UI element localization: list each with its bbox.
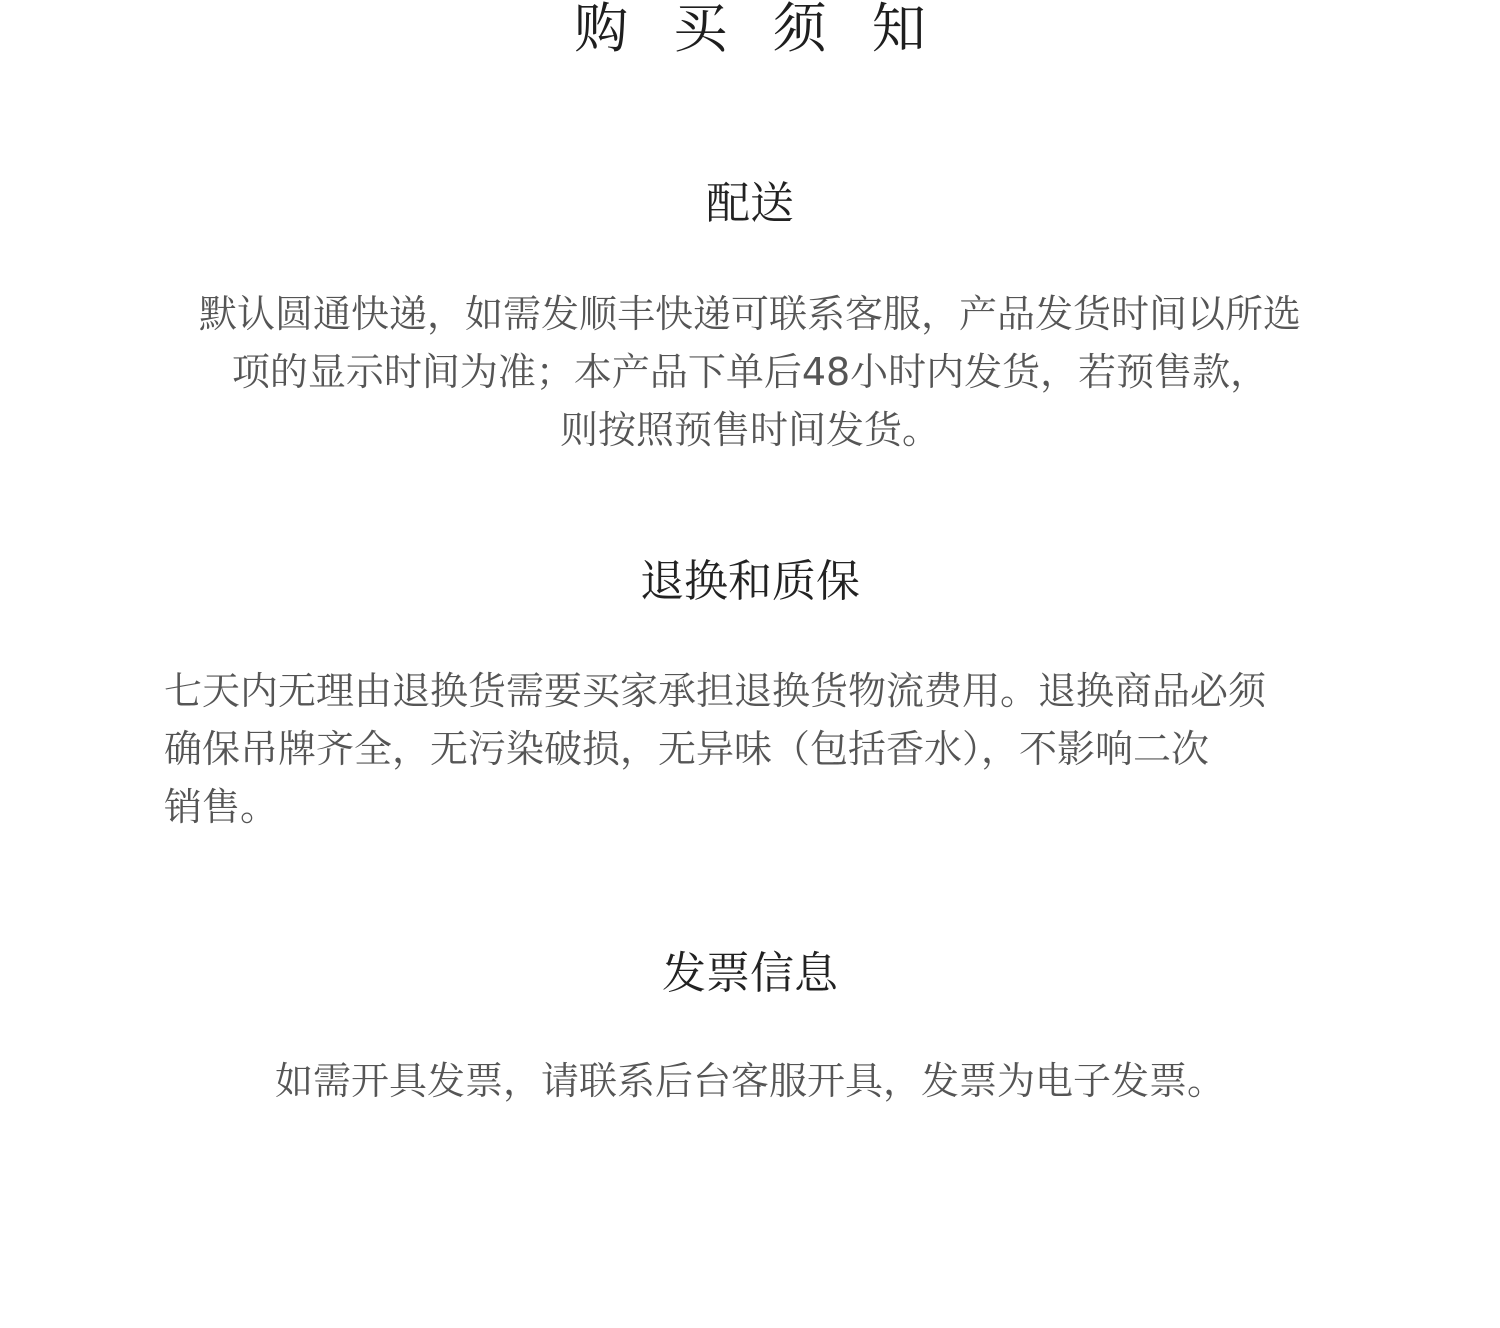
section-body-invoice [150, 1052, 1350, 1110]
section-body-delivery [150, 285, 1350, 459]
section-heading-returns: 退换和质保 [640, 556, 860, 607]
body-line: 则按照预售时间发货。 [559, 408, 940, 452]
body-line: 如需开具发票，请联系后台客服开具，发票为电子发票。 [274, 1059, 1225, 1103]
section-body-returns [164, 662, 1364, 836]
body-line: 七天内无理由退换货需要买家承担退换货物流费用。退换商品必须 [164, 669, 1267, 713]
section-heading-delivery: 配送 [706, 178, 794, 229]
body-line: 销售。 [164, 785, 279, 829]
body-line: 默认圆通快递，如需发顺丰快递可联系客服，产品发货时间以所选 [198, 292, 1301, 336]
body-line: 确保吊牌齐全，无污染破损，无异味（包括香水），不影响二次 [164, 727, 1210, 771]
body-line: 项的显示时间为准；本产品下单后48小时内发货，若预售款， [231, 350, 1269, 394]
section-heading-invoice: 发票信息 [662, 948, 838, 999]
page-title: 购 买 须 知 [574, 0, 940, 60]
